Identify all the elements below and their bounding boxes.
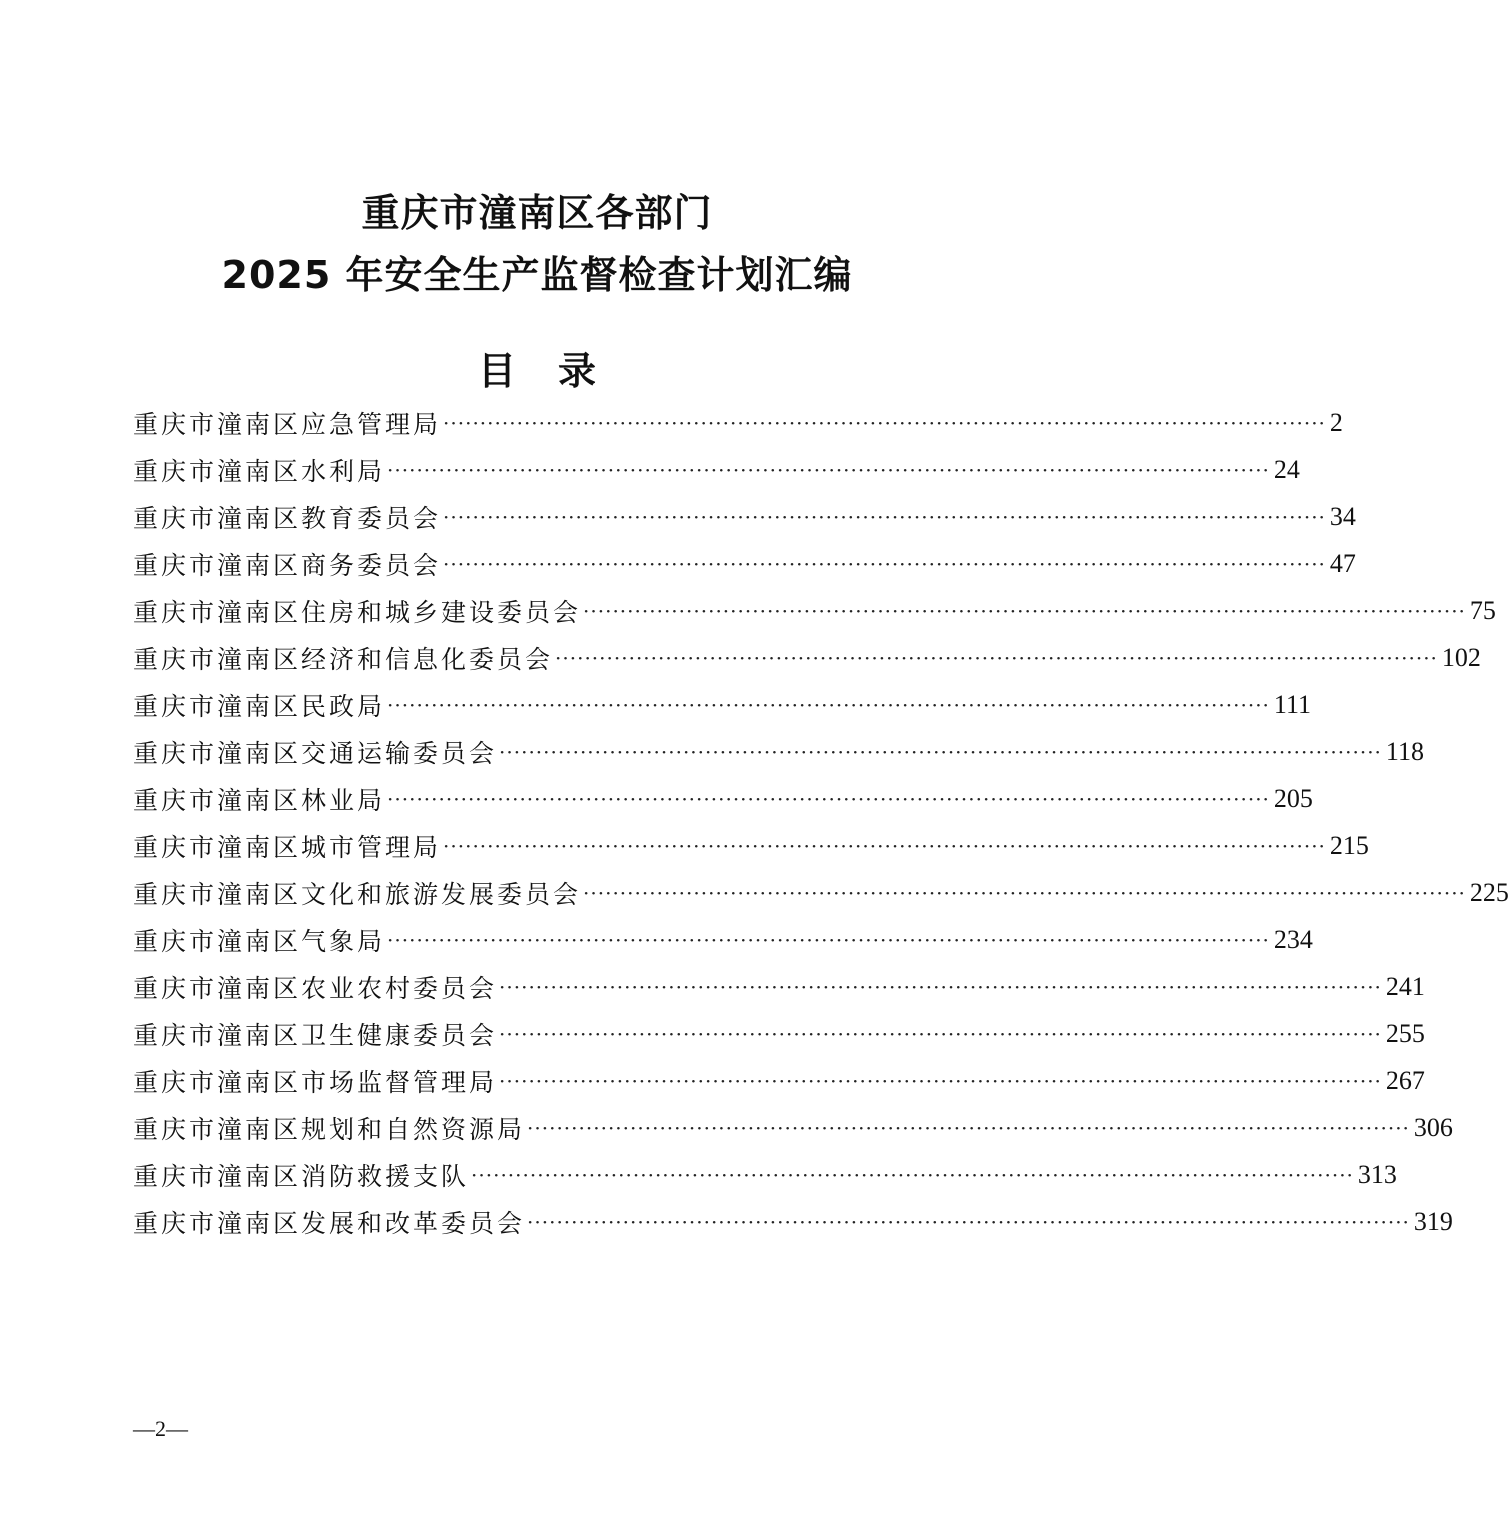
table-of-contents bbox=[133, 399, 1509, 1245]
toc-entry[interactable] bbox=[133, 869, 1509, 916]
toc-leader-dots: ························································································································ bbox=[499, 1021, 1382, 1046]
toc-entry[interactable] bbox=[133, 446, 1300, 493]
toc-entry-name: 重庆市潼南区规划和自然资源局 bbox=[133, 1114, 526, 1144]
toc-entry[interactable] bbox=[133, 775, 1313, 822]
toc-entry-page: 111 bbox=[1273, 689, 1311, 719]
toc-entry-name: 重庆市潼南区商务委员会 bbox=[133, 550, 442, 580]
toc-entry-name: 重庆市潼南区市场监督管理局 bbox=[133, 1067, 498, 1097]
toc-entry[interactable] bbox=[133, 1151, 1397, 1198]
toc-entry[interactable] bbox=[133, 822, 1369, 869]
toc-leader-dots: ························································································································ bbox=[443, 504, 1326, 529]
toc-leader-dots: ························································································································ bbox=[387, 457, 1270, 482]
toc-entry-name: 重庆市潼南区教育委员会 bbox=[133, 503, 442, 533]
toc-leader-dots: ························································································································ bbox=[387, 927, 1270, 952]
toc-entry[interactable] bbox=[133, 1104, 1453, 1151]
toc-entry-name: 重庆市潼南区卫生健康委员会 bbox=[133, 1020, 498, 1050]
toc-entry-name: 重庆市潼南区文化和旅游发展委员会 bbox=[133, 879, 582, 909]
toc-leader-dots: ························································································································ bbox=[499, 974, 1382, 999]
toc-entry[interactable] bbox=[133, 916, 1313, 963]
toc-entry[interactable] bbox=[133, 681, 1311, 728]
toc-entry-name: 重庆市潼南区交通运输委员会 bbox=[133, 738, 498, 768]
toc-entry-page: 215 bbox=[1329, 830, 1369, 860]
toc-entry[interactable] bbox=[133, 493, 1356, 540]
document-title bbox=[0, 182, 1074, 306]
toc-entry-page: 24 bbox=[1273, 454, 1300, 484]
title-line-1: 重庆市潼南区各部门 bbox=[361, 191, 713, 235]
toc-leader-dots: ························································································································ bbox=[583, 880, 1466, 905]
toc-leader-dots: ························································································································ bbox=[499, 739, 1382, 764]
toc-entry-page: 75 bbox=[1469, 595, 1496, 625]
toc-entry-page: 313 bbox=[1357, 1159, 1397, 1189]
toc-leader-dots: ························································································································ bbox=[583, 598, 1466, 623]
toc-leader-dots: ························································································································ bbox=[443, 551, 1326, 576]
toc-entry-page: 118 bbox=[1385, 736, 1424, 766]
toc-entry-page: 255 bbox=[1385, 1018, 1425, 1048]
toc-leader-dots: ························································································································ bbox=[527, 1209, 1410, 1234]
toc-entry-name: 重庆市潼南区水利局 bbox=[133, 456, 386, 486]
toc-entry[interactable] bbox=[133, 399, 1343, 446]
toc-entry[interactable] bbox=[133, 1198, 1453, 1245]
toc-entry-name: 重庆市潼南区消防救援支队 bbox=[133, 1161, 470, 1191]
toc-entry[interactable] bbox=[133, 1057, 1425, 1104]
toc-entry-page: 241 bbox=[1385, 971, 1425, 1001]
toc-entry-name: 重庆市潼南区发展和改革委员会 bbox=[133, 1208, 526, 1238]
toc-leader-dots: ························································································································ bbox=[499, 1068, 1382, 1093]
toc-entry[interactable] bbox=[133, 540, 1356, 587]
toc-entry[interactable] bbox=[133, 634, 1481, 681]
toc-leader-dots: ························································································································ bbox=[443, 833, 1326, 858]
toc-entry-page: 267 bbox=[1385, 1065, 1425, 1095]
toc-entry-page: 47 bbox=[1329, 548, 1356, 578]
toc-entry-name: 重庆市潼南区林业局 bbox=[133, 785, 386, 815]
toc-heading bbox=[0, 343, 1074, 399]
toc-entry-page: 306 bbox=[1413, 1112, 1453, 1142]
toc-entry-name: 重庆市潼南区城市管理局 bbox=[133, 832, 442, 862]
toc-entry-page: 319 bbox=[1413, 1206, 1453, 1236]
toc-heading-char-2: 录 bbox=[558, 349, 597, 393]
toc-leader-dots: ························································································································ bbox=[387, 786, 1270, 811]
toc-entry-name: 重庆市潼南区民政局 bbox=[133, 691, 386, 721]
toc-entry-name: 重庆市潼南区农业农村委员会 bbox=[133, 973, 498, 1003]
toc-leader-dots: ························································································································ bbox=[387, 692, 1270, 717]
toc-entry-name: 重庆市潼南区住房和城乡建设委员会 bbox=[133, 597, 582, 627]
toc-entry-page: 225 bbox=[1469, 877, 1509, 907]
toc-entry[interactable] bbox=[133, 728, 1424, 775]
toc-entry-page: 234 bbox=[1273, 924, 1313, 954]
toc-leader-dots: ························································································································ bbox=[443, 410, 1326, 435]
page-number: —2— bbox=[133, 1416, 188, 1441]
toc-leader-dots: ························································································································ bbox=[555, 645, 1438, 670]
toc-entry-page: 2 bbox=[1329, 407, 1343, 437]
toc-entry-name: 重庆市潼南区气象局 bbox=[133, 926, 386, 956]
title-line-2: 2025 年安全生产监督检查计划汇编 bbox=[221, 253, 853, 297]
toc-entry-page: 34 bbox=[1329, 501, 1356, 531]
toc-leader-dots: ························································································································ bbox=[527, 1115, 1410, 1140]
toc-entry[interactable] bbox=[133, 587, 1496, 634]
toc-heading-char-1: 目 bbox=[477, 349, 516, 393]
toc-entry[interactable] bbox=[133, 1010, 1425, 1057]
toc-entry-name: 重庆市潼南区应急管理局 bbox=[133, 409, 442, 439]
toc-entry-name: 重庆市潼南区经济和信息化委员会 bbox=[133, 644, 554, 674]
toc-entry-page: 102 bbox=[1441, 642, 1481, 672]
toc-entry-page: 205 bbox=[1273, 783, 1313, 813]
toc-entry[interactable] bbox=[133, 963, 1425, 1010]
toc-leader-dots: ························································································································ bbox=[471, 1162, 1354, 1187]
